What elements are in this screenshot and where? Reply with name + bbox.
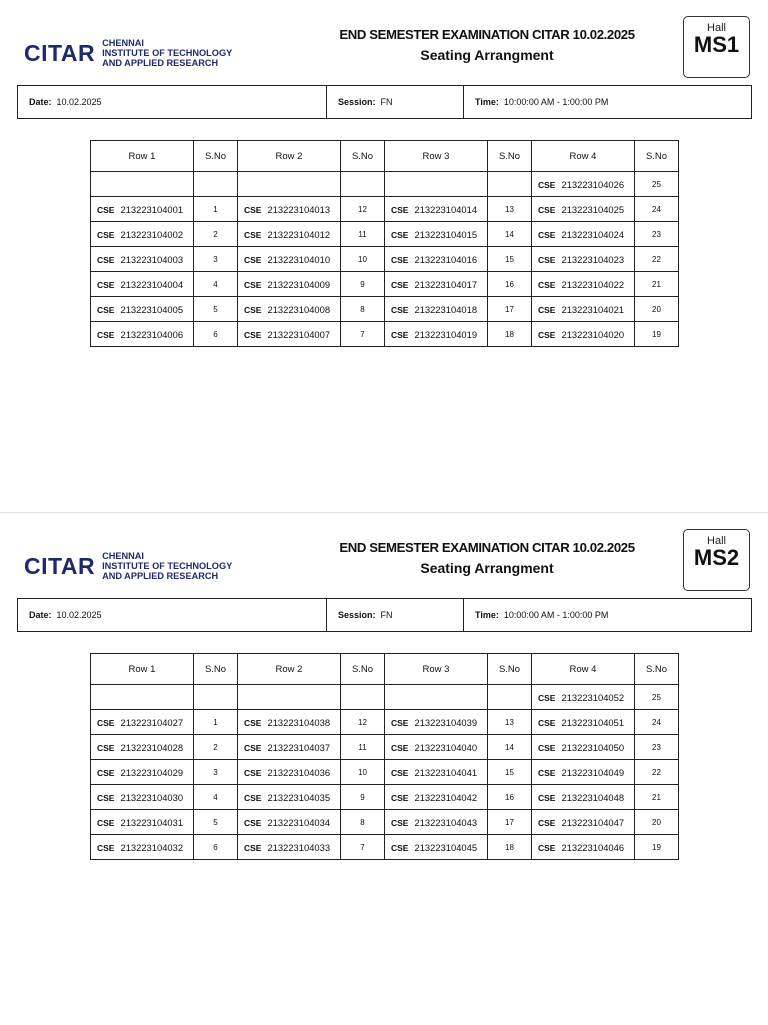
register-number: 213223104049 <box>561 766 625 778</box>
register-number: 213223104018 <box>414 303 478 315</box>
time-label: Time: <box>475 610 499 620</box>
student-cell <box>91 810 194 835</box>
register-number: 213223104006 <box>120 328 184 340</box>
register-number: 213223104035 <box>267 791 331 803</box>
student-cell <box>532 247 635 272</box>
seat-number <box>194 685 238 710</box>
student-cell <box>91 272 194 297</box>
seat-number: 8 <box>341 297 385 322</box>
register-number: 213223104005 <box>120 303 184 315</box>
table-row <box>91 735 679 760</box>
student-cell <box>532 322 635 347</box>
date-label: Date: <box>29 610 52 620</box>
seating-table <box>90 653 679 860</box>
register-number: 213223104004 <box>120 278 184 290</box>
department-code: CSE <box>97 742 115 753</box>
student-cell <box>238 685 341 710</box>
department-code: CSE <box>97 204 115 215</box>
sheet-subtitle: Seating Arrangment <box>420 47 554 63</box>
seat-number: 10 <box>341 247 385 272</box>
seat-number: 15 <box>488 247 532 272</box>
seat-number <box>488 685 532 710</box>
department-code: CSE <box>97 842 115 853</box>
department-code: CSE <box>538 742 556 753</box>
table-row <box>91 172 679 197</box>
department-code: CSE <box>244 817 262 828</box>
register-number: 213223104047 <box>561 816 625 828</box>
student-cell <box>238 172 341 197</box>
register-number: 213223104024 <box>561 228 625 240</box>
register-number: 213223104023 <box>561 253 625 265</box>
department-code: CSE <box>538 304 556 315</box>
register-number: 213223104046 <box>561 841 625 853</box>
register-number: 213223104003 <box>120 253 184 265</box>
student-cell <box>532 172 635 197</box>
seat-number <box>341 172 385 197</box>
seat-number: 16 <box>488 272 532 297</box>
institute-logo <box>24 550 232 582</box>
student-cell <box>532 222 635 247</box>
register-number: 213223104030 <box>120 791 184 803</box>
seat-number: 12 <box>341 710 385 735</box>
table-row <box>91 247 679 272</box>
session-value: FN <box>380 610 393 620</box>
department-code: CSE <box>244 792 262 803</box>
title-block <box>300 27 674 63</box>
column-header-row: Row 3 <box>385 141 488 172</box>
department-code: CSE <box>391 329 409 340</box>
register-number: 213223104009 <box>267 278 331 290</box>
time-label: Time: <box>475 97 499 107</box>
seat-number: 20 <box>635 297 679 322</box>
seat-number: 8 <box>341 810 385 835</box>
table-row <box>91 810 679 835</box>
table-row <box>91 197 679 222</box>
seat-number: 13 <box>488 710 532 735</box>
exam-info-bar <box>17 85 752 119</box>
table-row <box>91 222 679 247</box>
time-value: 10:00:00 AM - 1:00:00 PM <box>503 97 609 107</box>
seat-number: 10 <box>341 760 385 785</box>
seat-number: 17 <box>488 810 532 835</box>
register-number: 213223104037 <box>267 741 331 753</box>
register-number: 213223104045 <box>414 841 478 853</box>
time-cell <box>463 86 751 118</box>
department-code: CSE <box>538 817 556 828</box>
student-cell <box>91 760 194 785</box>
seat-number: 22 <box>635 760 679 785</box>
department-code: CSE <box>391 254 409 265</box>
department-code: CSE <box>538 792 556 803</box>
department-code: CSE <box>538 842 556 853</box>
student-cell <box>91 222 194 247</box>
department-code: CSE <box>391 304 409 315</box>
student-cell <box>532 685 635 710</box>
student-cell <box>385 835 488 860</box>
register-number: 213223104016 <box>414 253 478 265</box>
student-cell <box>385 172 488 197</box>
register-number: 213223104029 <box>120 766 184 778</box>
seating-table <box>90 140 679 347</box>
register-number: 213223104007 <box>267 328 331 340</box>
seat-number: 12 <box>341 197 385 222</box>
column-header-sno: S.No <box>488 141 532 172</box>
department-code: CSE <box>97 792 115 803</box>
department-code: CSE <box>391 742 409 753</box>
register-number: 213223104012 <box>267 228 331 240</box>
student-cell <box>385 222 488 247</box>
seat-number: 18 <box>488 835 532 860</box>
register-number: 213223104040 <box>414 741 478 753</box>
column-header-sno: S.No <box>341 141 385 172</box>
seat-number: 19 <box>635 835 679 860</box>
student-cell <box>532 810 635 835</box>
hall-label: Hall <box>707 535 726 547</box>
column-header-sno: S.No <box>635 141 679 172</box>
table-row <box>91 272 679 297</box>
department-code: CSE <box>538 179 556 190</box>
register-number: 213223104050 <box>561 741 625 753</box>
register-number: 213223104042 <box>414 791 478 803</box>
department-code: CSE <box>244 279 262 290</box>
session-cell <box>326 86 463 118</box>
department-code: CSE <box>391 229 409 240</box>
student-cell <box>91 685 194 710</box>
register-number: 213223104025 <box>561 203 625 215</box>
register-number: 213223104002 <box>120 228 184 240</box>
student-cell <box>91 322 194 347</box>
register-number: 213223104048 <box>561 791 625 803</box>
student-cell <box>91 197 194 222</box>
exam-title: END SEMESTER EXAMINATION CITAR 10.02.2025 <box>339 27 635 42</box>
logo-text <box>102 38 232 68</box>
institute-logo <box>24 37 232 69</box>
seat-number: 6 <box>194 835 238 860</box>
seat-number: 17 <box>488 297 532 322</box>
department-code: CSE <box>97 767 115 778</box>
exam-title: END SEMESTER EXAMINATION CITAR 10.02.2025 <box>339 540 635 555</box>
hall-box <box>683 16 750 78</box>
seat-number <box>488 172 532 197</box>
department-code: CSE <box>244 254 262 265</box>
department-code: CSE <box>97 279 115 290</box>
department-code: CSE <box>538 767 556 778</box>
seat-number: 4 <box>194 272 238 297</box>
seat-number: 6 <box>194 322 238 347</box>
department-code: CSE <box>244 204 262 215</box>
register-number: 213223104034 <box>267 816 331 828</box>
seat-number: 23 <box>635 222 679 247</box>
date-cell <box>18 599 326 631</box>
column-header-row: Row 1 <box>91 141 194 172</box>
column-header-row: Row 2 <box>238 141 341 172</box>
student-cell <box>385 785 488 810</box>
seat-number: 5 <box>194 810 238 835</box>
department-code: CSE <box>391 767 409 778</box>
column-header-row: Row 2 <box>238 654 341 685</box>
register-number: 213223104020 <box>561 328 625 340</box>
student-cell <box>238 322 341 347</box>
student-cell <box>238 222 341 247</box>
register-number: 213223104013 <box>267 203 331 215</box>
table-row <box>91 322 679 347</box>
time-value: 10:00:00 AM - 1:00:00 PM <box>503 610 609 620</box>
department-code: CSE <box>391 792 409 803</box>
register-number: 213223104028 <box>120 741 184 753</box>
department-code: CSE <box>97 229 115 240</box>
date-cell <box>18 86 326 118</box>
register-number: 213223104036 <box>267 766 331 778</box>
student-cell <box>385 760 488 785</box>
register-number: 213223104026 <box>561 178 625 190</box>
department-code: CSE <box>244 229 262 240</box>
department-code: CSE <box>244 329 262 340</box>
logo-line-1: CHENNAI <box>102 551 144 561</box>
register-number: 213223104010 <box>267 253 331 265</box>
student-cell <box>238 197 341 222</box>
department-code: CSE <box>538 204 556 215</box>
student-cell <box>91 710 194 735</box>
column-header-sno: S.No <box>194 141 238 172</box>
register-number: 213223104001 <box>120 203 184 215</box>
department-code: CSE <box>97 304 115 315</box>
seat-number: 25 <box>635 685 679 710</box>
seat-number: 21 <box>635 785 679 810</box>
student-cell <box>532 785 635 810</box>
student-cell <box>385 685 488 710</box>
student-cell <box>532 297 635 322</box>
seat-number: 24 <box>635 197 679 222</box>
table-row <box>91 785 679 810</box>
seat-number: 14 <box>488 222 532 247</box>
time-cell <box>463 599 751 631</box>
seat-number: 15 <box>488 760 532 785</box>
exam-info-bar <box>17 598 752 632</box>
logo-line-2: INSTITUTE OF TECHNOLOGY <box>102 48 233 58</box>
register-number: 213223104052 <box>561 691 625 703</box>
student-cell <box>238 272 341 297</box>
table-row <box>91 835 679 860</box>
seat-number <box>194 172 238 197</box>
column-header-row: Row 4 <box>532 654 635 685</box>
logo-text <box>102 551 232 581</box>
department-code: CSE <box>538 279 556 290</box>
seat-number: 14 <box>488 735 532 760</box>
department-code: CSE <box>538 254 556 265</box>
seat-number: 1 <box>194 710 238 735</box>
student-cell <box>238 810 341 835</box>
register-number: 213223104038 <box>267 716 331 728</box>
register-number: 213223104017 <box>414 278 478 290</box>
seat-number: 7 <box>341 835 385 860</box>
seat-number: 23 <box>635 735 679 760</box>
student-cell <box>238 247 341 272</box>
seat-number: 3 <box>194 760 238 785</box>
register-number: 213223104033 <box>267 841 331 853</box>
column-header-row: Row 3 <box>385 654 488 685</box>
department-code: CSE <box>391 204 409 215</box>
student-cell <box>91 247 194 272</box>
seating-sheet-ms1 <box>0 0 768 512</box>
column-header-sno: S.No <box>341 654 385 685</box>
register-number: 213223104019 <box>414 328 478 340</box>
student-cell <box>385 735 488 760</box>
date-label: Date: <box>29 97 52 107</box>
table-header-row <box>91 141 679 172</box>
department-code: CSE <box>391 717 409 728</box>
student-cell <box>532 197 635 222</box>
table-row <box>91 760 679 785</box>
logo-line-2: INSTITUTE OF TECHNOLOGY <box>102 561 233 571</box>
logo-wordmark: CITAR <box>24 39 96 66</box>
seating-sheet-ms2 <box>0 513 768 1025</box>
department-code: CSE <box>244 842 262 853</box>
student-cell <box>91 297 194 322</box>
register-number: 213223104032 <box>120 841 184 853</box>
register-number: 213223104015 <box>414 228 478 240</box>
table-header-row <box>91 654 679 685</box>
seat-number: 18 <box>488 322 532 347</box>
logo-wordmark: CITAR <box>24 552 96 579</box>
student-cell <box>385 297 488 322</box>
register-number: 213223104043 <box>414 816 478 828</box>
student-cell <box>238 835 341 860</box>
department-code: CSE <box>97 717 115 728</box>
seat-number: 9 <box>341 272 385 297</box>
session-value: FN <box>380 97 393 107</box>
seat-number: 13 <box>488 197 532 222</box>
date-value: 10.02.2025 <box>56 610 102 620</box>
student-cell <box>238 735 341 760</box>
column-header-row: Row 4 <box>532 141 635 172</box>
column-header-sno: S.No <box>488 654 532 685</box>
department-code: CSE <box>391 817 409 828</box>
hall-code: MS2 <box>693 545 740 570</box>
seat-number: 24 <box>635 710 679 735</box>
logo-line-3: AND APPLIED RESEARCH <box>102 571 219 581</box>
seat-number: 4 <box>194 785 238 810</box>
seat-number: 2 <box>194 222 238 247</box>
department-code: CSE <box>244 742 262 753</box>
student-cell <box>385 247 488 272</box>
seat-number: 9 <box>341 785 385 810</box>
student-cell <box>238 785 341 810</box>
column-header-sno: S.No <box>194 654 238 685</box>
student-cell <box>385 197 488 222</box>
session-label: Session: <box>338 610 376 620</box>
student-cell <box>532 760 635 785</box>
register-number: 213223104014 <box>414 203 478 215</box>
logo-line-3: AND APPLIED RESEARCH <box>102 58 219 68</box>
student-cell <box>91 172 194 197</box>
seat-number <box>341 685 385 710</box>
title-block <box>300 540 674 576</box>
department-code: CSE <box>391 842 409 853</box>
hall-label: Hall <box>707 22 726 34</box>
seat-number: 2 <box>194 735 238 760</box>
student-cell <box>532 735 635 760</box>
department-code: CSE <box>244 717 262 728</box>
register-number: 213223104031 <box>120 816 184 828</box>
student-cell <box>238 297 341 322</box>
register-number: 213223104027 <box>120 716 184 728</box>
register-number: 213223104051 <box>561 716 625 728</box>
register-number: 213223104008 <box>267 303 331 315</box>
hall-code: MS1 <box>693 32 740 57</box>
seat-number: 16 <box>488 785 532 810</box>
department-code: CSE <box>391 279 409 290</box>
table-row <box>91 297 679 322</box>
department-code: CSE <box>97 329 115 340</box>
student-cell <box>532 835 635 860</box>
seat-number: 11 <box>341 735 385 760</box>
student-cell <box>238 710 341 735</box>
student-cell <box>91 835 194 860</box>
seat-number: 5 <box>194 297 238 322</box>
column-header-row: Row 1 <box>91 654 194 685</box>
seat-number: 21 <box>635 272 679 297</box>
student-cell <box>385 272 488 297</box>
seat-number: 11 <box>341 222 385 247</box>
student-cell <box>91 785 194 810</box>
department-code: CSE <box>538 717 556 728</box>
student-cell <box>532 272 635 297</box>
seat-number: 19 <box>635 322 679 347</box>
seat-number: 20 <box>635 810 679 835</box>
department-code: CSE <box>538 329 556 340</box>
column-header-sno: S.No <box>635 654 679 685</box>
table-row <box>91 685 679 710</box>
department-code: CSE <box>97 254 115 265</box>
hall-box <box>683 529 750 591</box>
student-cell <box>532 710 635 735</box>
register-number: 213223104021 <box>561 303 625 315</box>
logo-line-1: CHENNAI <box>102 38 144 48</box>
sheet-subtitle: Seating Arrangment <box>420 560 554 576</box>
department-code: CSE <box>97 817 115 828</box>
seat-number: 22 <box>635 247 679 272</box>
department-code: CSE <box>538 229 556 240</box>
student-cell <box>385 810 488 835</box>
date-value: 10.02.2025 <box>56 97 102 107</box>
session-cell <box>326 599 463 631</box>
seat-number: 3 <box>194 247 238 272</box>
register-number: 213223104041 <box>414 766 478 778</box>
session-label: Session: <box>338 97 376 107</box>
student-cell <box>238 760 341 785</box>
table-row <box>91 710 679 735</box>
register-number: 213223104039 <box>414 716 478 728</box>
student-cell <box>385 710 488 735</box>
department-code: CSE <box>538 692 556 703</box>
student-cell <box>385 322 488 347</box>
seat-number: 7 <box>341 322 385 347</box>
seat-number: 1 <box>194 197 238 222</box>
seat-number: 25 <box>635 172 679 197</box>
register-number: 213223104022 <box>561 278 625 290</box>
department-code: CSE <box>244 304 262 315</box>
student-cell <box>91 735 194 760</box>
department-code: CSE <box>244 767 262 778</box>
